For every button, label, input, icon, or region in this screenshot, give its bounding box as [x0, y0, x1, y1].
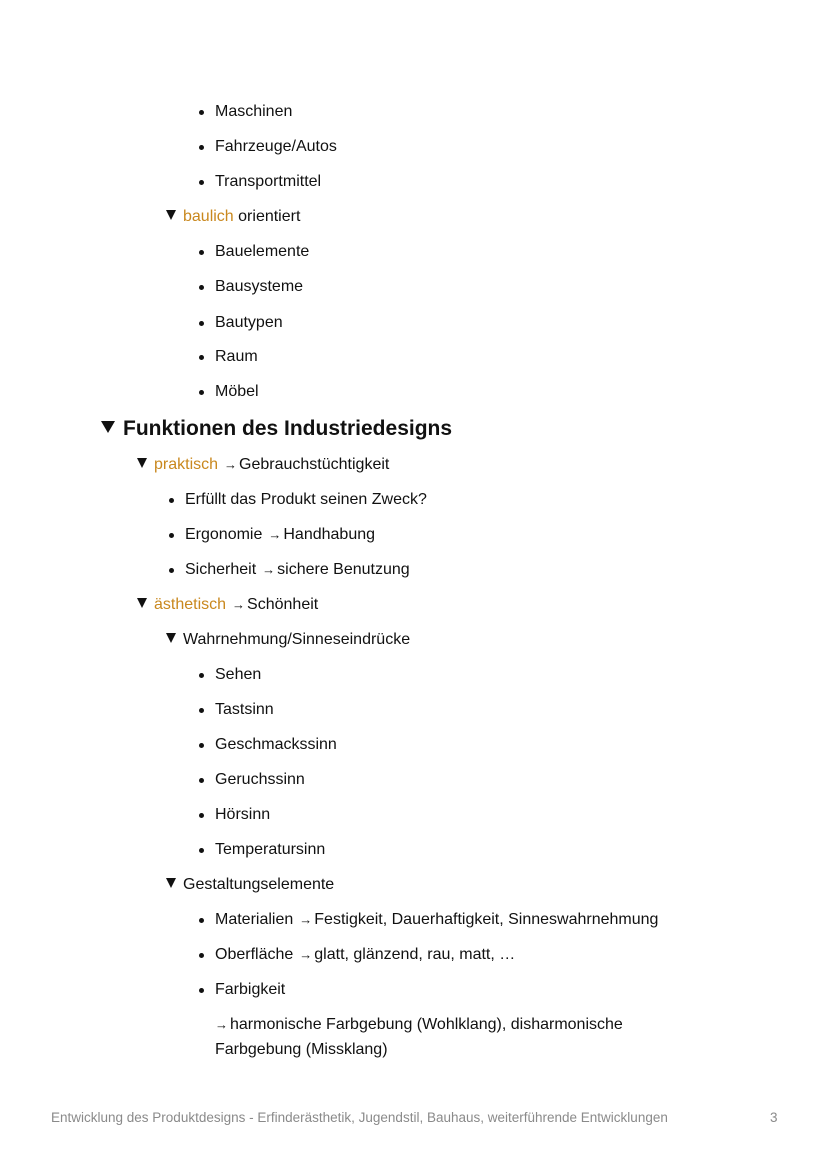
arrow-icon: →	[215, 1017, 228, 1032]
toggle-gestaltung[interactable]: Gestaltungselemente	[166, 875, 334, 895]
list-item: Fahrzeuge/Autos	[215, 138, 337, 155]
accent-term: baulich	[183, 208, 234, 225]
triangle-down-icon[interactable]	[101, 421, 115, 433]
list-item: Geschmackssinn	[215, 736, 337, 753]
accent-term: praktisch	[154, 456, 219, 473]
list-item: Oberfläche → glatt, glänzend, rau, matt, …	[215, 946, 516, 963]
list-item: Maschinen	[215, 103, 293, 120]
list-item: Hörsinn	[215, 806, 271, 823]
list-item: Materialien → Festigkeit, Dauerhaftigkeit, Sinneswahrnehmung	[215, 911, 659, 928]
list-item: Geruchssinn	[215, 771, 305, 788]
arrow-icon: →	[232, 597, 246, 612]
arrow-icon: →	[299, 947, 313, 962]
toggle-aesthetisch[interactable]: ästhetisch → Schönheit	[137, 595, 318, 615]
arrow-icon: →	[299, 912, 313, 927]
list-item: Bautypen	[215, 314, 283, 331]
list-item: Erfüllt das Produkt seinen Zweck?	[185, 491, 427, 508]
toggle-wahrnehmung[interactable]: Wahrnehmung/Sinneseindrücke	[166, 630, 410, 650]
triangle-down-icon[interactable]	[166, 633, 176, 643]
triangle-down-icon[interactable]	[137, 458, 147, 468]
arrow-icon: →	[224, 457, 238, 472]
arrow-icon: →	[262, 562, 276, 577]
list-item: Farbigkeit	[215, 981, 286, 998]
list-item: Bausysteme	[215, 278, 304, 295]
toggle-praktisch[interactable]: praktisch → Gebrauchstüchtigkeit	[137, 455, 389, 475]
list-item: Sehen	[215, 666, 262, 683]
list-item: Ergonomie → Handhabung	[185, 526, 376, 543]
page-number: 3	[770, 1110, 778, 1125]
list-item: Möbel	[215, 383, 259, 400]
triangle-down-icon[interactable]	[137, 598, 147, 608]
arrow-icon: →	[268, 527, 282, 542]
list-item: Transportmittel	[215, 173, 322, 190]
list-item: Tastsinn	[215, 701, 274, 718]
accent-term: ästhetisch	[154, 596, 227, 613]
footer-title: Entwicklung des Produktdesigns - Erfinderästhetik, Jugendstil, Bauhaus, weiterführende Entwicklungen	[51, 1110, 668, 1125]
list-item: Sicherheit → sichere Benutzung	[185, 561, 410, 578]
list-item: Raum	[215, 348, 258, 365]
list-item: Bauelemente	[215, 243, 310, 260]
list-item: Temperatursinn	[215, 841, 326, 858]
triangle-down-icon[interactable]	[166, 878, 176, 888]
note-paragraph: → harmonische Farbgebung (Wohlklang), disharmonische Farbgebung (Missklang)	[215, 1016, 623, 1058]
triangle-down-icon[interactable]	[166, 210, 176, 220]
toggle-baulich[interactable]: baulich orientiert	[166, 207, 300, 227]
section-heading-toggle[interactable]: Funktionen des Industriedesigns	[101, 416, 452, 442]
